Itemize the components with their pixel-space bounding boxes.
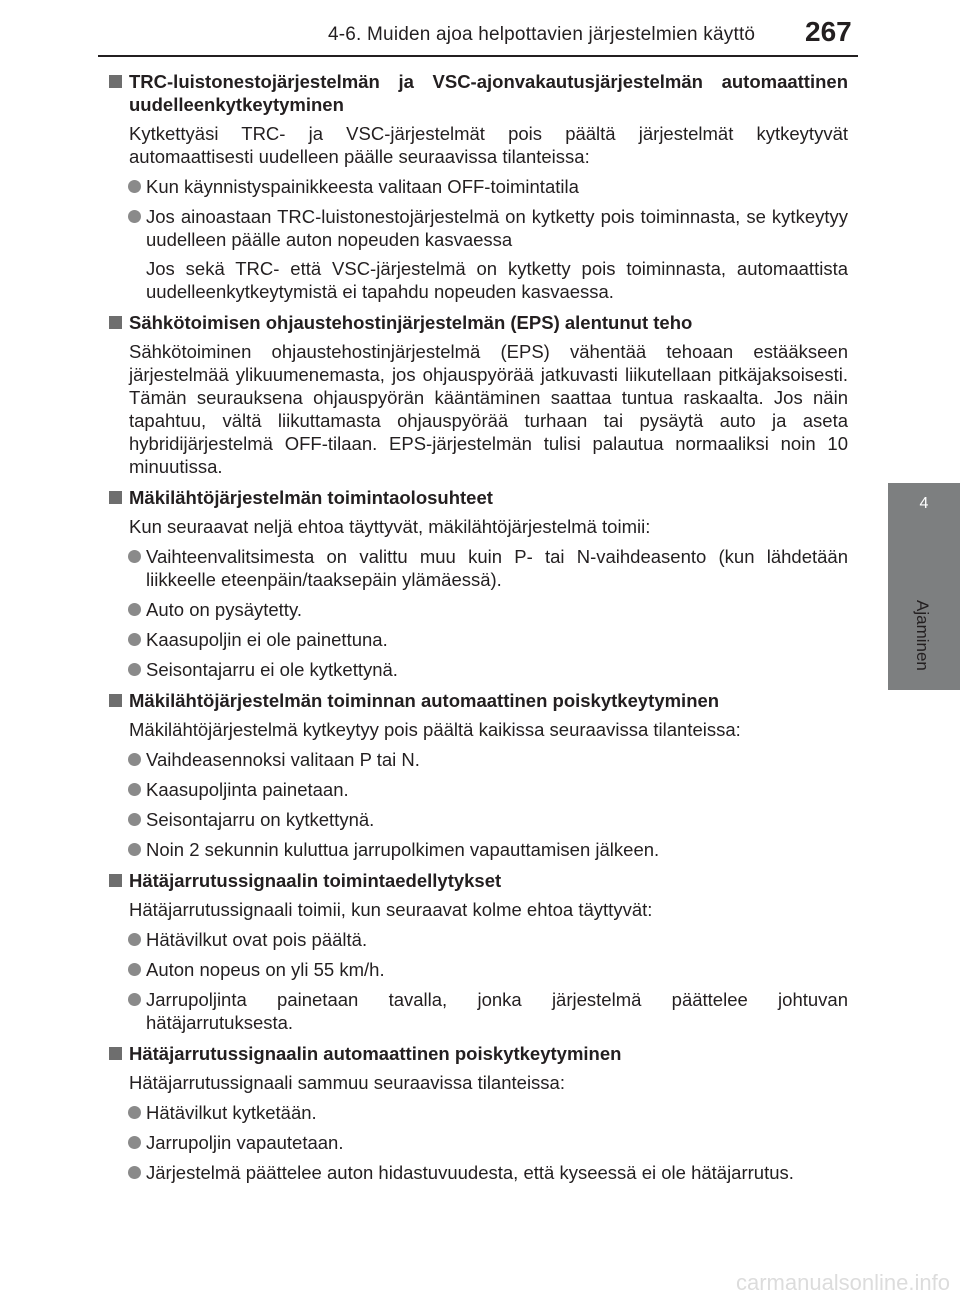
section-heading: Hätäjarrutussignaalin toimintaedellytykset [108,869,848,892]
square-bullet-icon [109,491,122,504]
list-item: Järjestelmä päättelee auton hidastuvuudesta, että kyseessä ei ole hätäjarrutus. [108,1161,848,1184]
square-bullet-icon [109,694,122,707]
circle-bullet-icon [128,180,141,193]
section-heading: Mäkilähtöjärjestelmän toimintaolosuhteet [108,486,848,509]
section-eps [108,311,848,478]
circle-bullet-icon [128,1166,141,1179]
section-hill-start-conditions [108,486,848,681]
watermark: carmanualsonline.info [735,1270,950,1295]
bullet-note: Jos sekä TRC- että VSC-järjestelmä on kytketty pois toiminnasta, automaattista uudelleenkytkeytymistä ei tapahdu nopeuden kasvaessa. [146,258,848,302]
section-hill-start-cancel [108,689,848,861]
list-item: Jos ainoastaan TRC-luistonestojärjestelmä on kytketty pois toiminnasta, se kytkeytyy uudelleen päälle auton nopeuden kasvaessa [108,205,848,251]
section-intro: Mäkilähtöjärjestelmä kytkeytyy pois päältä kaikissa seuraavissa tilanteissa: [129,719,741,740]
section-intro: Hätäjarrutussignaali toimii, kun seuraavat kolme ehtoa täyttyvät: [129,899,653,920]
section-intro: Sähkötoiminen ohjaustehostinjärjestelmä (EPS) vähentää tehoaan estääkseen järjestelmää ylikuumenemasta, jos ohjauspyörää jatkuvasti liikutellaan pitkäjaksoisesti. Tämän seurauksena ohjauspyörän kääntäminen saattaa tuntua raskaalta. Jos näin tapahtuu, vältä liikuttamasta ohjauspyörää turhaan tai pysäytä auto ja aseta hybridijärjestelmä OFF-tilaan. EPS-järjestelmän tulisi palautua normaaliksi noin 10 minuutissa. [129,341,848,477]
list-item: Hätävilkut kytketään. [108,1101,848,1124]
list-item: Seisontajarru ei ole kytkettynä. [108,658,848,681]
section-heading: Hätäjarrutussignaalin automaattinen poiskytkeytyminen [108,1042,848,1065]
section-emergency-signal-cancel [108,1042,848,1184]
section-intro: Kytkettyäsi TRC- ja VSC-järjestelmät pois päältä järjestelmät kytkeytyvät automaattisesti uudelleen päälle seuraavissa tilanteissa: [129,123,848,167]
chapter-title: 4-6. Muiden ajoa helpottavien järjestelmien käyttö [328,24,756,45]
circle-bullet-icon [128,933,141,946]
list-item: Kun käynnistyspainikkeesta valitaan OFF-toimintatila [108,175,848,198]
section-emergency-signal-conditions [108,869,848,1034]
page-number: 267 [805,16,852,47]
square-bullet-icon [109,874,122,887]
list-item: Hätävilkut ovat pois päältä. [108,928,848,951]
list-item: Vaihdeasennoksi valitaan P tai N. [108,748,848,771]
chapter-tab-label [888,600,960,710]
circle-bullet-icon [128,753,141,766]
square-bullet-icon [109,1047,122,1060]
list-item: Kaasupoljin ei ole painettuna. [108,628,848,651]
circle-bullet-icon [128,663,141,676]
header-rule [98,55,858,57]
chapter-label-text: Ajaminen [913,600,932,671]
circle-bullet-icon [128,783,141,796]
circle-bullet-icon [128,1106,141,1119]
section-intro: Hätäjarrutussignaali sammuu seuraavissa tilanteissa: [129,1072,565,1093]
circle-bullet-icon [128,843,141,856]
list-item: Kaasupoljinta painetaan. [108,778,848,801]
circle-bullet-icon [128,963,141,976]
section-trc-vsc [108,70,848,303]
list-item: Seisontajarru on kytkettynä. [108,808,848,831]
circle-bullet-icon [128,603,141,616]
chapter-number: 4 [919,495,929,512]
list-item: Auto on pysäytetty. [108,598,848,621]
circle-bullet-icon [128,1136,141,1149]
circle-bullet-icon [128,993,141,1006]
square-bullet-icon [109,75,122,88]
square-bullet-icon [109,316,122,329]
list-item: Vaihteenvalitsimesta on valittu muu kuin P- tai N-vaihdeasento (kun lähdetään liikkeelle eteenpäin/taaksepäin ylämäessä). [108,545,848,591]
section-heading: Mäkilähtöjärjestelmän toiminnan automaattinen poiskytkeytyminen [108,689,848,712]
circle-bullet-icon [128,210,141,223]
circle-bullet-icon [128,813,141,826]
list-item: Auton nopeus on yli 55 km/h. [108,958,848,981]
section-heading: Sähkötoimisen ohjaustehostinjärjestelmän (EPS) alentunut teho [108,311,848,334]
list-item: Jarrupoljinta painetaan tavalla, jonka järjestelmä päättelee johtuvan hätäjarrutuksesta. [108,988,848,1034]
page-content [108,70,848,1192]
section-heading: TRC-luistonestojärjestelmän ja VSC-ajonvakautusjärjestelmän automaattinen uudelleenkytkeytyminen [108,70,848,116]
page-header [0,0,960,60]
list-item: Jarrupoljin vapautetaan. [108,1131,848,1154]
list-item: Noin 2 sekunnin kuluttua jarrupolkimen vapauttamisen jälkeen. [108,838,848,861]
circle-bullet-icon [128,550,141,563]
circle-bullet-icon [128,633,141,646]
section-intro: Kun seuraavat neljä ehtoa täyttyvät, mäkilähtöjärjestelmä toimii: [129,516,651,537]
